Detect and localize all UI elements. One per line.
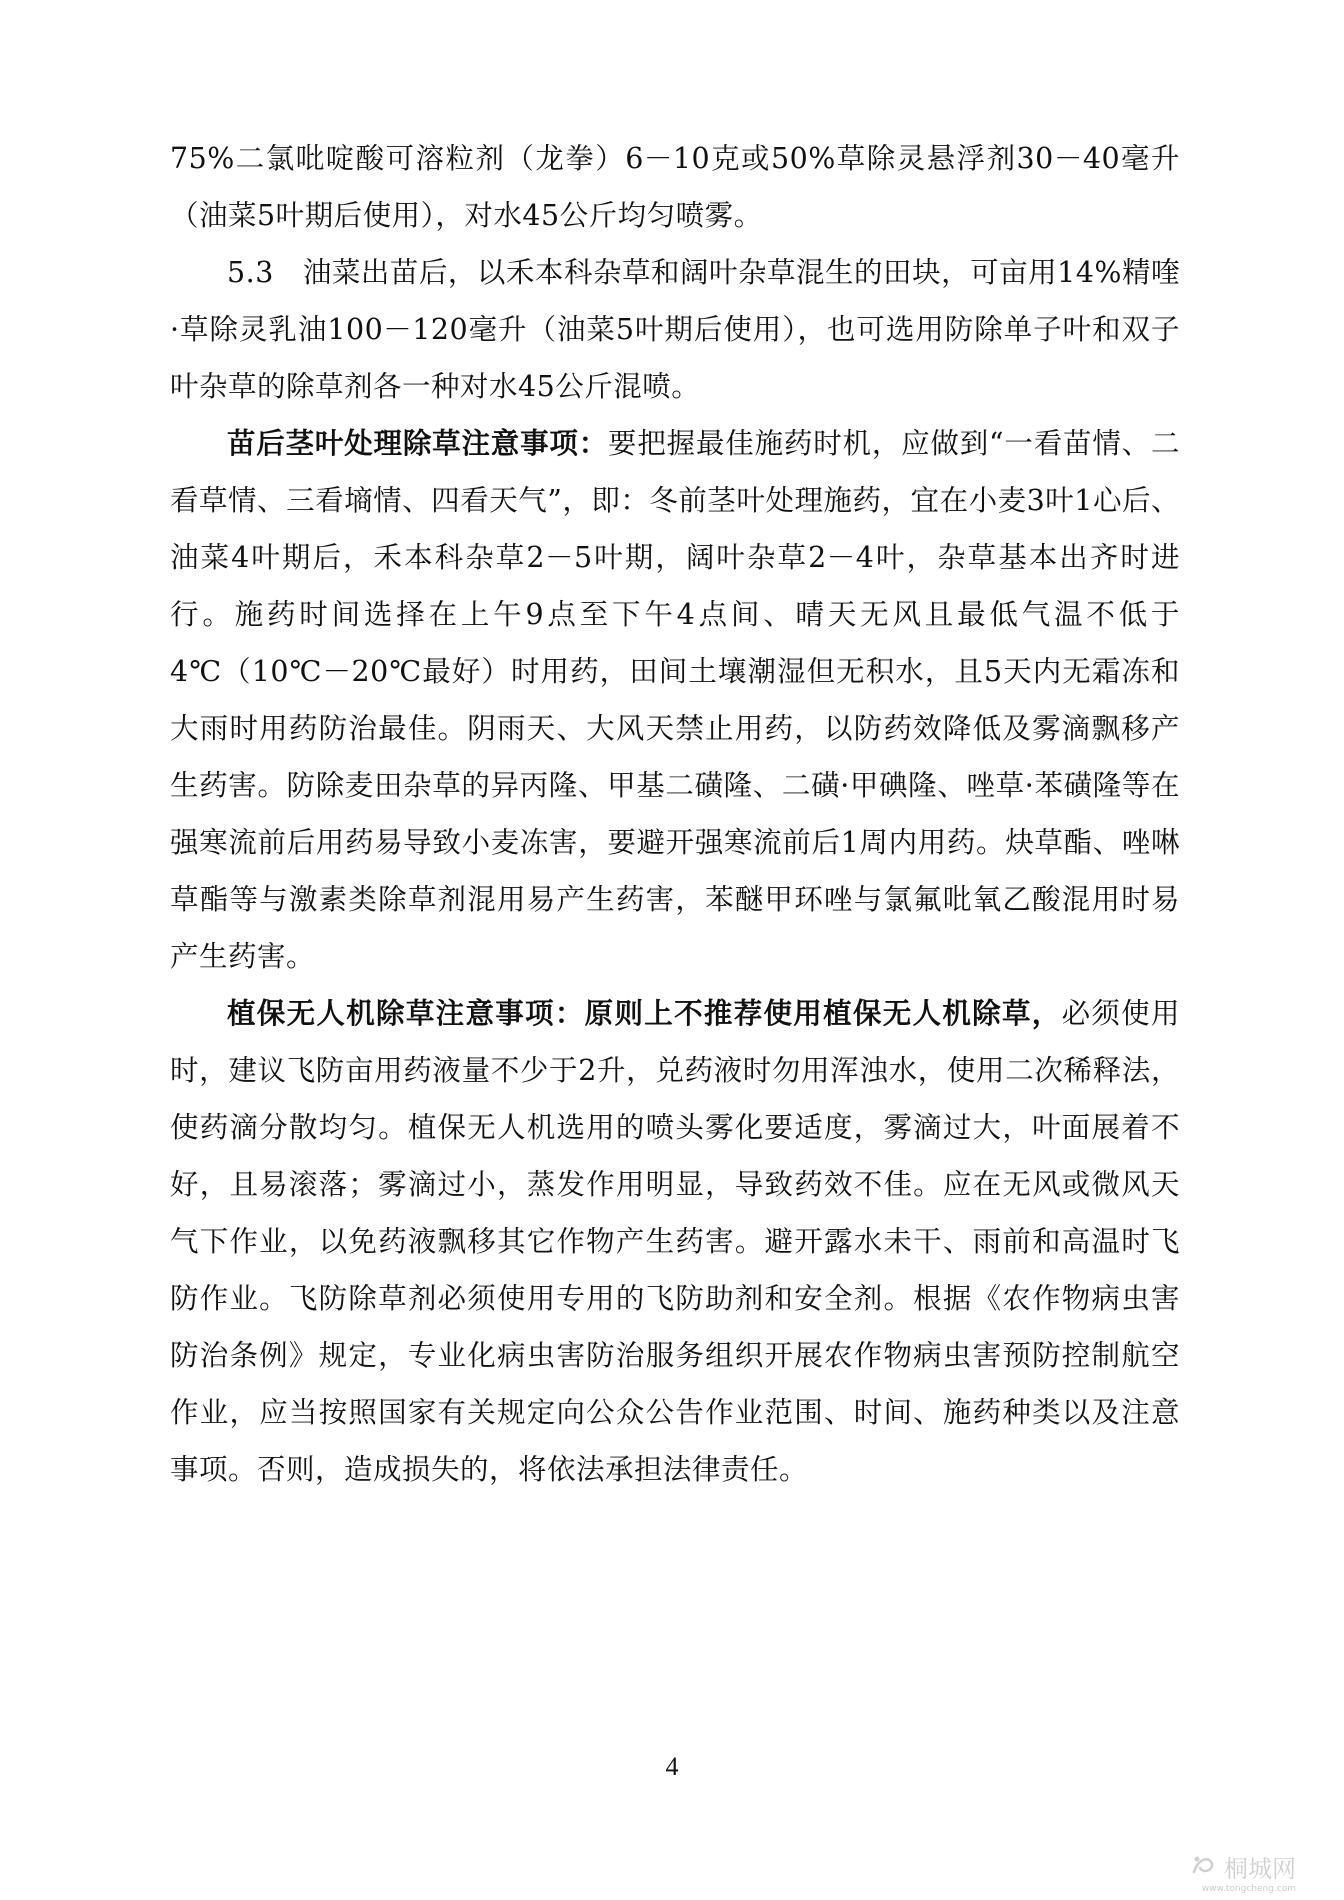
drone-notes-body: 必须使用时，建议飞防亩用药液量不少于2升，兑药液时勿用浑浊水，使用二次稀释法，使药滴分散均匀。植保无人机选用的喷头雾化要适度，雾滴过大，叶面展着不好，且易滚落；雾滴过小，蒸发作用明显，导致药效不佳。应在无风或微风天气下作业，以免药液飘移其它作物产生药害。避开露水未干、雨前和高温时飞防作业。飞防除草剂必须使用专用的飞防助剂和安全剂。根据《农作物病虫害防治条例》规定，专业化病虫害防治服务组织开展农作物病虫害预防控制航空作业，应当按照国家有关规定向公众公告作业范围、时间、施药种类以及注意事项。否则，造成损失的，将依法承担法律责任。: [170, 997, 1180, 1486]
watermark-swirl-icon: [1188, 1850, 1218, 1884]
drone-notes-heading: 植保无人机除草注意事项：原则上不推荐使用植保无人机除草，: [227, 997, 1062, 1030]
page-number: 4: [665, 1752, 679, 1781]
watermark-logo: [1188, 1849, 1296, 1884]
paragraph-drone-notes: [170, 985, 1180, 1498]
paragraph-post-emergence-notes: [170, 415, 1180, 985]
watermark-url: www.tongcheng.com: [1201, 1884, 1296, 1894]
paragraph-section-5-3: 5.3 油菜出苗后，以禾本科杂草和阔叶杂草混生的田块，可亩用14%精喹·草除灵乳油100－120毫升（油菜5叶期后使用），也可选用防除单子叶和双子叶杂草的除草剂各一种对水45公斤混喷。: [170, 256, 1180, 403]
post-emergence-notes-heading: 苗后茎叶处理除草注意事项：: [227, 427, 609, 460]
post-emergence-notes-body: 要把握最佳施药时机，应做到“一看苗情、二看草情、三看墒情、四看天气”，即：冬前茎叶处理施药，宜在小麦3叶1心后、油菜4叶期后，禾本科杂草2－5叶期，阔叶杂草2－4叶，杂草基本出齐时进行。施药时间选择在上午9点至下午4点间、晴天无风且最低气温不低于4℃（10℃－20℃最好）时用药，田间土壤潮湿但无积水，且5天内无霜冻和大雨时用药防治最佳。阴雨天、大风天禁止用药，以防药效降低及雾滴飘移产生药害。防除麦田杂草的异丙隆、甲基二磺隆、二磺·甲碘隆、唑草·苯磺隆等在强寒流前后用药易导致小麦冻害，要避开强寒流前后1周内用药。炔草酯、唑啉草酯等与激素类除草剂混用易产生药害，苯醚甲环唑与氯氟吡氧乙酸混用时易产生药害。: [170, 427, 1180, 973]
watermark-logo-text: 桐城网: [1224, 1855, 1296, 1883]
document-body: [170, 130, 1180, 1498]
paragraph-herbicide-dosage: 75%二氯吡啶酸可溶粒剂（龙拳）6－10克或50%草除灵悬浮剂30－40毫升（油菜5叶期后使用），对水45公斤均匀喷雾。: [170, 142, 1180, 232]
